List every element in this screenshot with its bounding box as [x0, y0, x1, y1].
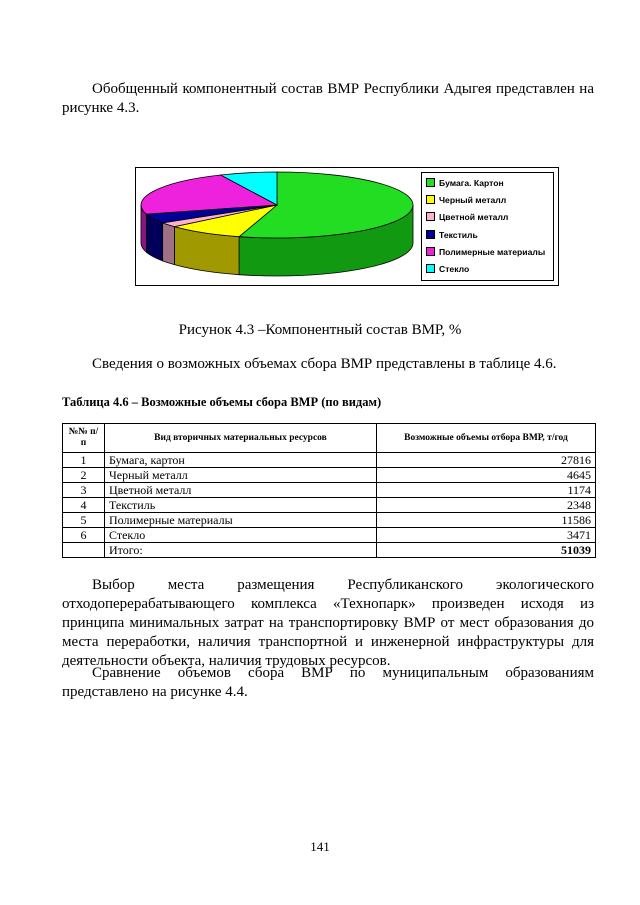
intro-line-1: Обобщенный компонентный состав ВМР Республики Адыгея представлен на	[92, 81, 594, 97]
row-volume: 4645	[377, 468, 596, 483]
row-volume: 1174	[377, 483, 596, 498]
pie-chart	[136, 168, 421, 285]
row-number: 5	[63, 513, 105, 528]
intro-paragraph	[62, 80, 594, 118]
row-number: 6	[63, 528, 105, 543]
row-volume: 3471	[377, 528, 596, 543]
legend-item	[426, 263, 469, 275]
legend-swatch	[426, 195, 435, 204]
table-header-row	[63, 424, 596, 453]
legend-label: Полимерные материалы	[439, 246, 546, 257]
choice-line-5: деятельности объекта, наличия трудовых ресурсов.	[62, 653, 391, 669]
legend-label: Черный металл	[439, 195, 507, 206]
header-resource-type: Вид вторичных материальных ресурсов	[105, 424, 377, 453]
row-volume: 11586	[377, 513, 596, 528]
legend-item	[426, 246, 545, 258]
table-row	[63, 498, 596, 513]
total-value: 51039	[377, 543, 596, 558]
pie-chart-figure	[135, 167, 559, 286]
row-number: 4	[63, 498, 105, 513]
table-reference-paragraph: Сведения о возможных объемах сбора ВМР представлены в таблице 4.6.	[92, 356, 557, 372]
row-number: 1	[63, 453, 105, 468]
legend-item	[426, 194, 506, 206]
total-empty-cell	[63, 543, 105, 558]
legend-swatch	[426, 264, 435, 273]
row-resource: Полимерные материалы	[105, 513, 377, 528]
legend-label: Стекло	[439, 264, 470, 274]
header-volume: Возможные объемы отбора ВМР, т/год	[377, 424, 596, 453]
row-resource: Текстиль	[105, 498, 377, 513]
legend-swatch	[426, 178, 435, 187]
choice-paragraph	[62, 576, 594, 671]
row-number: 3	[63, 483, 105, 498]
figure-caption: Рисунок 4.3 –Компонентный состав ВМР, %	[178, 322, 462, 338]
row-resource: Стекло	[105, 528, 377, 543]
row-resource: Бумага, картон	[105, 453, 377, 468]
table-row	[63, 468, 596, 483]
resources-table	[62, 423, 596, 558]
row-resource: Черный металл	[105, 468, 377, 483]
row-number: 2	[63, 468, 105, 483]
compare-line-2: представлено на рисунке 4.4.	[62, 684, 248, 700]
page-number: 141	[310, 839, 330, 854]
total-label: Итого:	[105, 543, 377, 558]
legend-item	[426, 229, 478, 241]
legend-label: Цветной металл	[439, 212, 509, 223]
legend-swatch	[426, 212, 435, 221]
legend-label: Бумага. Картон	[439, 178, 504, 188]
header-number: №№ п/п	[63, 424, 105, 453]
table-row	[63, 528, 596, 543]
legend-item	[426, 177, 504, 189]
table-row	[63, 513, 596, 528]
table-row	[63, 453, 596, 468]
intro-line-2: рисунке 4.3.	[62, 100, 140, 116]
chart-legend	[421, 172, 554, 281]
legend-swatch	[426, 247, 435, 256]
table-title: Таблица 4.6 – Возможные объемы сбора ВМР (по видам)	[62, 395, 382, 409]
legend-swatch	[426, 230, 435, 239]
compare-line-1: Сравнение объемов сбора ВМР по муниципальным образованиям	[92, 665, 594, 681]
row-volume: 27816	[377, 453, 596, 468]
row-volume: 2348	[377, 498, 596, 513]
legend-label: Текстиль	[439, 229, 478, 240]
choice-line-4: места переработки, наличия транспортной и инженерной инфраструктуры для	[62, 634, 594, 650]
table-row	[63, 483, 596, 498]
choice-line-1: Выбор места размещения Республиканского экологического	[92, 577, 594, 593]
compare-paragraph	[62, 664, 594, 702]
choice-line-3: принципа минимальных затрат на транспортировку ВМР от мест образования до	[62, 615, 594, 631]
choice-line-2: отходоперерабатывающего комплекса «Технопарк» произведен исходя из	[62, 596, 594, 612]
pie-side-цветной-металл	[163, 223, 175, 265]
table-total-row	[63, 543, 596, 558]
row-resource: Цветной металл	[105, 483, 377, 498]
legend-item	[426, 211, 508, 223]
